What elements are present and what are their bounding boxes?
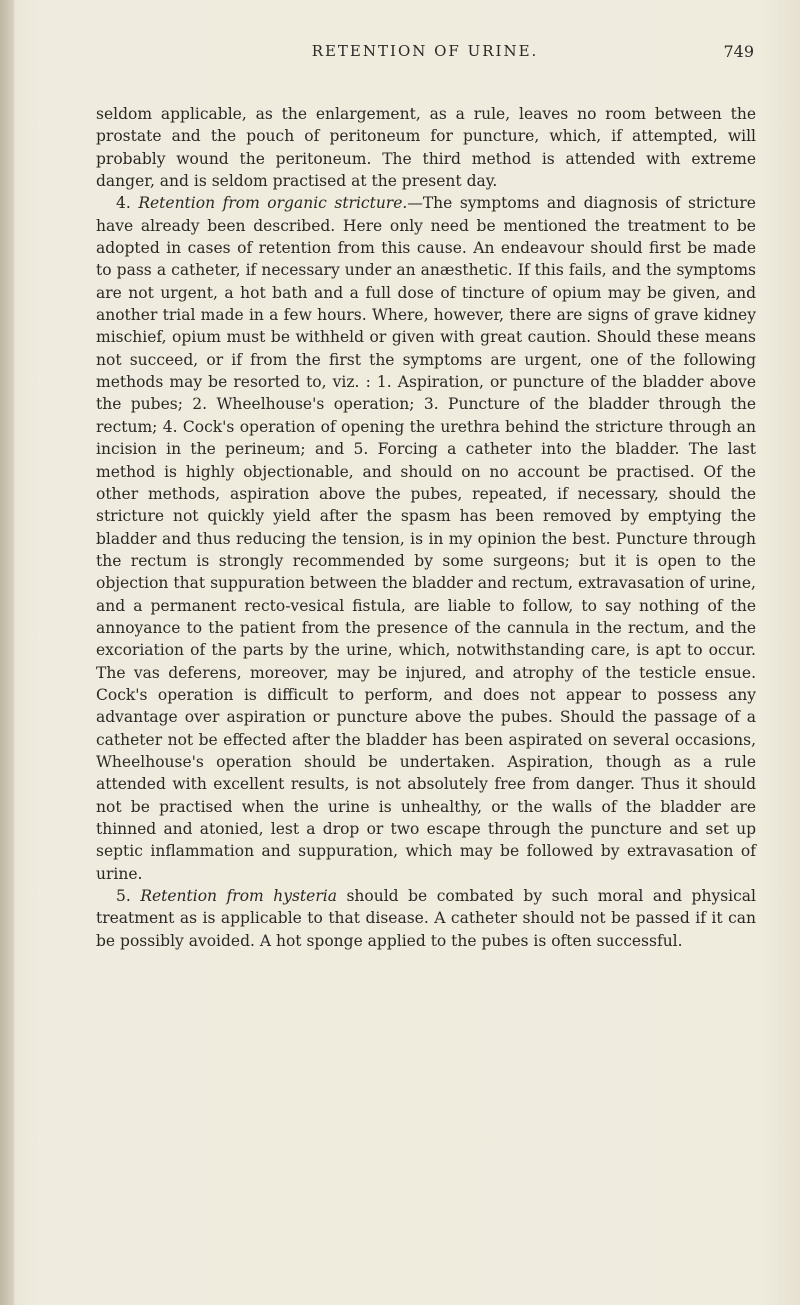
running-head	[96, 42, 754, 72]
section-number: 5.	[116, 887, 141, 906]
paragraph-text: should be combated by such moral and physical treatment as is applicable to that disease. A catheter should not be passed if it can be possibly avoided. A hot sponge applied to the pubes is often successful.	[96, 887, 756, 950]
text-body	[96, 103, 756, 952]
paragraph-continuation	[96, 103, 756, 192]
page-binding-edge	[0, 0, 14, 1305]
paragraph-text: seldom applicable, as the enlargement, as a rule, leaves no room between the prostate and the pouch of peritoneum for puncture, which, if attempted, will probably wound the peritoneum. The third method is attended with extreme danger, and is seldom practised at the present day.	[96, 105, 756, 191]
running-title: RETENTION OF URINE.	[311, 42, 539, 60]
paragraph-organic-stricture	[96, 192, 756, 885]
paragraph-hysteria	[96, 885, 756, 952]
section-heading: Retention from hysteria	[140, 887, 337, 906]
section-heading: Retention from organic stricture.	[138, 194, 408, 213]
section-number: 4.	[116, 194, 139, 213]
paragraph-text: —The symptoms and diagnosis of stricture have already been described. Here only need be mentioned the treatment to be adopted in cases of retention from this cause. An endeavour should first be made to pass a catheter, if necessary under an anæsthetic. If this fails, and the symptoms are not urgent, a hot bath and a full dose of tincture of opium may be given, and another trial made in a few hours. Where, however, there are signs of grave kidney mischief, opium must be withheld or given with great caution. Should these means not succeed, or if from the first the symptoms are urgent, one of the following methods may be resorted to, viz. : 1. Aspiration, or puncture of the bladder above the pubes; 2. Wheelhouse's operation; 3. Puncture of the bladder through the rectum; 4. Cock's operation of opening the urethra behind the stricture through an incision in the perineum; and 5. Forcing a catheter into the bladder. The last method is highly objectionable, and should on no account be practised. Of the other methods, aspiration above the pubes, repeated, if necessary, should the stricture not quickly yield after the spasm has been removed by emptying the bladder and thus reducing the tension, is in my opinion the best. Puncture through the rectum is strongly recommended by some surgeons; but it is open to the objection that suppuration between the bladder and rectum, extravasation of urine, and a permanent recto-vesical fistula, are liable to follow, to say nothing of the annoyance to the patient from the presence of the cannula in the rectum, and the excoriation of the parts by the urine, which, notwithstanding care, is apt to occur. The vas deferens, moreover, may be injured, and atrophy of the testicle ensue. Cock's operation is difficult to perform, and does not appear to possess any advantage over aspiration or puncture above the pubes. Should the passage of a catheter not be effected after the bladder has been aspirated on several occasions, Wheelhouse's operation should be undertaken. Aspiration, though as a rule attended with excellent results, is not absolutely free from danger. Thus it should not be practised when the urine is unhealthy, or the walls of the bladder are thinned and atonied, lest a drop or two escape through the puncture and set up septic inflammation and suppuration, which may be followed by extravasation of urine.	[96, 194, 756, 883]
page-number: 749	[723, 42, 754, 61]
